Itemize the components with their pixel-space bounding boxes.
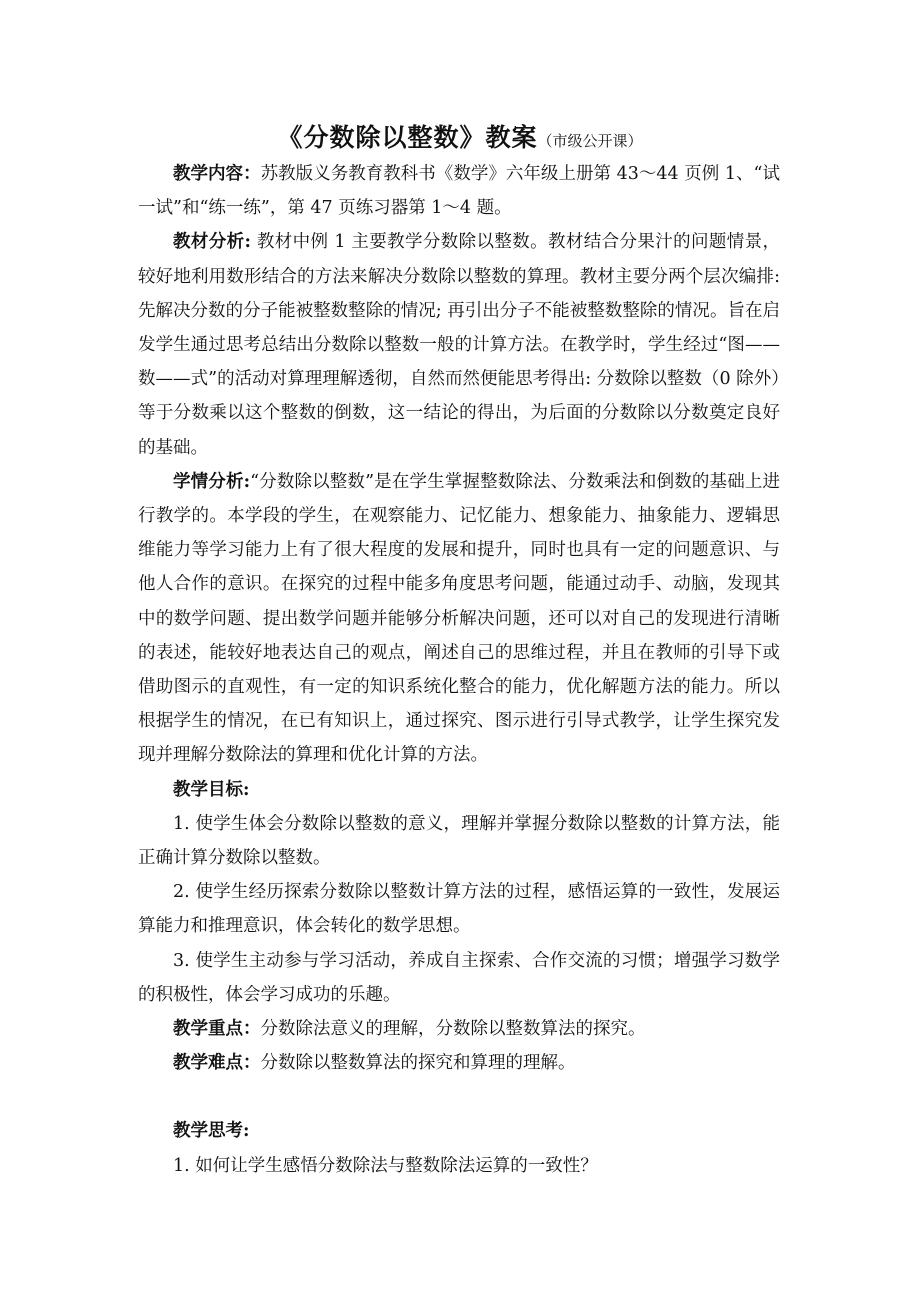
material-analysis-text: 教材中例 1 主要教学分数除以整数。教材结合分果汁的问题情景，较好地利用数形结合的方法来解决分数除以整数的算理。教材主要分两个层次编排: 先解决分数的分子能被整数整除的情况; 再引出分子不能被整数整除的情况。旨在启发学生通过思考总结出分数除以整数一般的计算方法。在教学时，学生经过“图——数——式”的活动对算理理解透彻，自然而然便能思考得出: 分数除以整数（0 除外）等于分数乘以这个整数的倒数，这一结论的得出，为后面的分数除以分数奠定良好的基础。 [138, 232, 780, 458]
teaching-goals-heading [138, 773, 780, 807]
difficulty-label: 教学难点： [173, 1053, 261, 1074]
goal-item: 2. 使学生经历探索分数除以整数计算方法的过程，感悟运算的一致性，发展运算能力和推理意识，体会转化的数学思想。 [138, 882, 780, 937]
title-subtitle: （市级公开课） [537, 132, 643, 150]
material-analysis-paragraph [138, 225, 780, 464]
goal-item: 1. 使学生体会分数除以整数的意义，理解并掌握分数除以整数的计算方法，能正确计算分数除以整数。 [138, 813, 780, 869]
title-main: 《分数除以整数》教案 [277, 123, 538, 152]
teaching-content-text: 苏教版义务教育教科书《数学》六年级上册第 43～44 页例 1、“试一试”和“练一练”，第 47 页练习器第 1～4 题。 [138, 164, 781, 219]
document-body [138, 157, 780, 1183]
teaching-reflection-label: 教学思考: [173, 1121, 250, 1142]
reflection-item: 1. 如何让学生感悟分数除法与整数除法运算的一致性？ [173, 1155, 598, 1176]
blank-line [138, 1080, 780, 1114]
goal-item: 3. 使学生主动参与学习活动，养成自主探索、合作交流的习惯；增强学习数学的积极性，体会学习成功的乐趣。 [138, 950, 780, 1005]
teaching-goals-label: 教学目标: [173, 779, 250, 800]
key-point-paragraph [138, 1012, 780, 1046]
student-analysis-paragraph [138, 465, 780, 773]
difficulty-paragraph [138, 1046, 780, 1080]
difficulty-text: 分数除以整数算法的探究和算理的理解。 [260, 1053, 576, 1074]
teaching-content-label: 教学内容： [173, 164, 261, 184]
key-point-text: 分数除法意义的理解，分数除以整数算法的探究。 [260, 1019, 646, 1040]
teaching-content-paragraph [138, 157, 780, 225]
material-analysis-label: 教材分析: [173, 232, 251, 253]
document-title [0, 118, 920, 161]
teaching-reflection-heading [138, 1114, 780, 1148]
student-analysis-text: “分数除以整数”是在学生掌握整数除法、分数乘法和倒数的基础上进行教学的。本学段的学生，在观察能力、记忆能力、想象能力、抽象能力、逻辑思维能力等学习能力上有了很大程度的发展和提升，同时也具有一定的问题意识、与他人合作的意识。在探究的过程中能多角度思考问题，能通过动手、动脑，发现其中的数学问题、提出数学问题并能够分析解决问题，还可以对自己的发现进行清晰的表述，能较好地表达自己的观点，阐述自己的思维过程，并且在教师的引导下或借助图示的直观性，有一定的知识系统化整合的能力，优化解题方法的能力。所以根据学生的情况，在已有知识上，通过探究、图示进行引导式教学，让学生探究发现并理解分数除法的算理和优化计算的方法。 [138, 471, 780, 766]
key-point-label: 教学重点： [173, 1019, 261, 1040]
student-analysis-label: 学情分析: [173, 471, 251, 492]
